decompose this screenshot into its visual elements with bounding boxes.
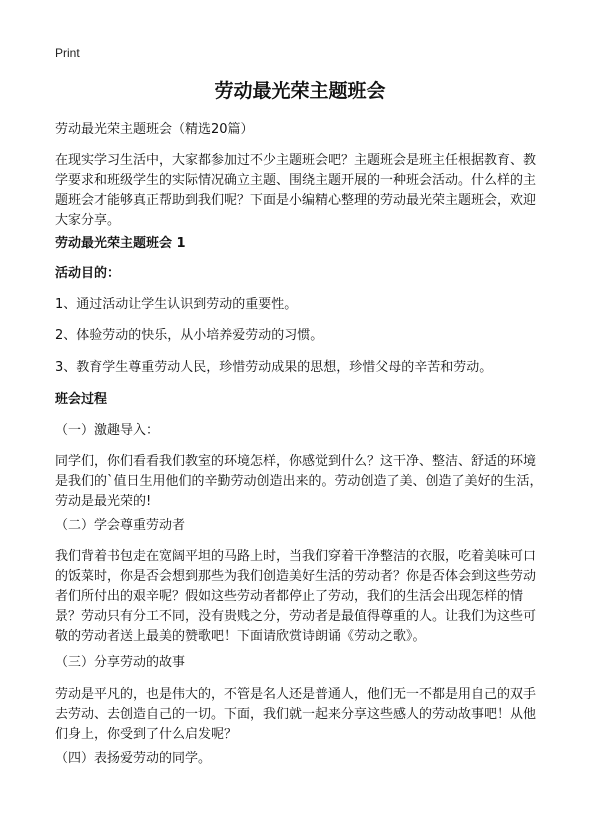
step-heading: （二）学会尊重劳动者 bbox=[55, 518, 186, 533]
process-heading: 班会过程 bbox=[55, 392, 108, 407]
goal-item: 3、教育学生尊重劳动人民，珍惜劳动成果的思想，珍惜父母的辛苦和劳动。 bbox=[55, 360, 493, 375]
step-heading: （一）激趣导入： bbox=[55, 423, 160, 438]
print-link[interactable]: Print bbox=[55, 46, 80, 60]
document-subtitle: 劳动最光荣主题班会（精选20篇） bbox=[55, 122, 254, 137]
step-heading: （三）分享劳动的故事 bbox=[55, 655, 186, 670]
step-paragraph: 同学们，你们看看我们教室的环境怎样，你感觉到什么？这干净、整洁、舒适的环境是我们的`值日生用他们的辛勤劳动创造出来的。劳动创造了美、创造了美好的生活，劳动是最光荣的! bbox=[55, 454, 543, 509]
step-paragraph: 劳动是平凡的，也是伟大的，不管是名人还是普通人，他们无一不都是用自己的双手去劳动、去创造自己的一切。下面，我们就一起来分享这些感人的劳动故事吧！从他们身上，你受到了什么启发呢？ bbox=[55, 687, 537, 742]
goal-item: 1、通过活动让学生认识到劳动的重要性。 bbox=[55, 297, 298, 312]
step-heading: （四）表扬爱劳动的同学。 bbox=[55, 751, 212, 766]
step-paragraph: 我们背着书包走在宽阔平坦的马路上时，当我们穿着干净整洁的衣服，吃着美味可口的饭菜时，你是否会想到那些为我们创造美好生活的劳动者？你是否体会到这些劳动者们所付出的艰辛呢？假如这些劳动者都停止了劳动，我们的生活会出现怎样的情景？劳动只有分工不同，没有贵贱之分，劳动者是最值得尊重的人。让我们为这些可敬的劳动者送上最美的赞歌吧！下面请欣赏诗朗诵《劳动之歌》。 bbox=[55, 549, 537, 644]
section-heading: 劳动最光荣主题班会 1 bbox=[55, 236, 186, 251]
intro-paragraph: 在现实学习生活中，大家都参加过不少主题班会吧？主题班会是班主任根据教育、教学要求和班级学生的实际情况确立主题、围绕主题开展的一种班会活动。什么样的主题班会才能够真正帮助到我们呢？下面是小编精心整理的劳动最光荣主题班会，欢迎大家分享。 bbox=[55, 153, 537, 228]
goals-heading: 活动目的： bbox=[55, 266, 121, 281]
page-title: 劳动最光荣主题班会 bbox=[214, 80, 386, 102]
goal-item: 2、体验劳动的快乐，从小培养爱劳动的习惯。 bbox=[55, 328, 324, 343]
